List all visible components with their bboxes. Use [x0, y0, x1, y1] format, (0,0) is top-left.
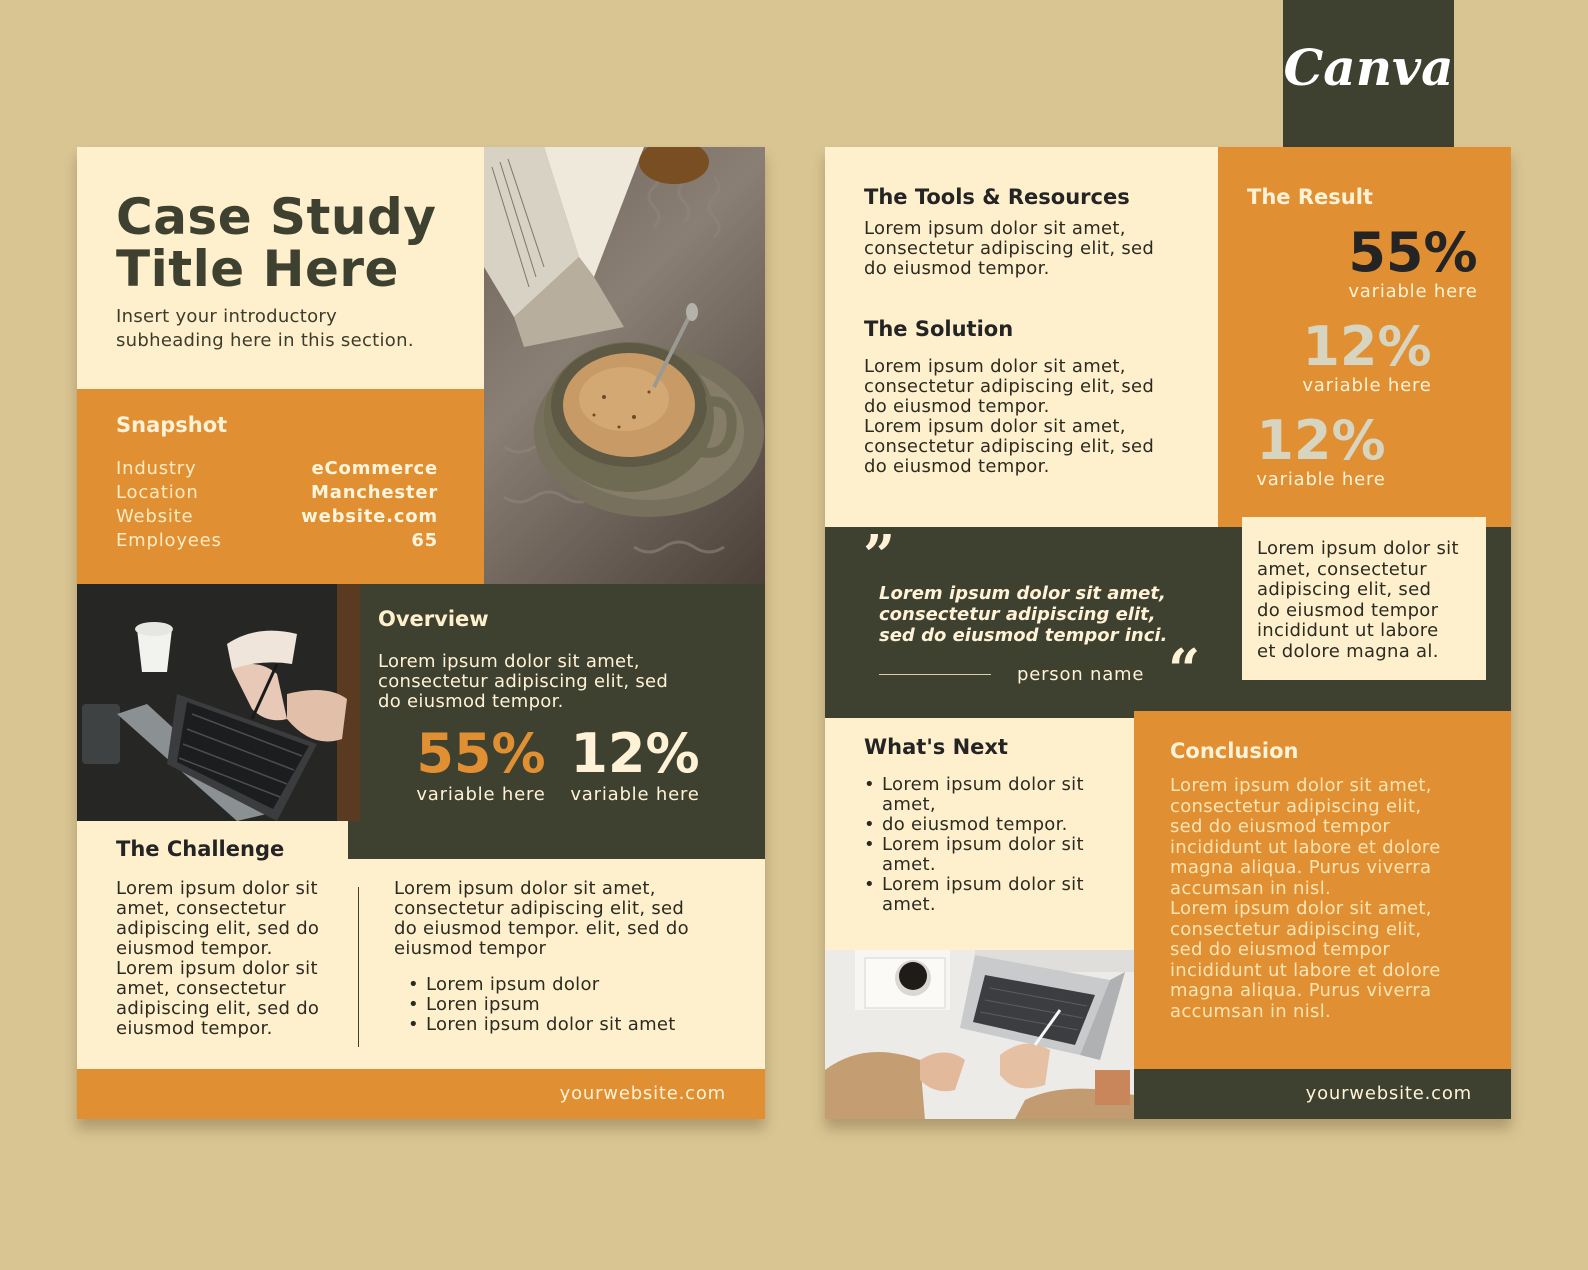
conclusion-text: Lorem ipsum dolor sit amet, consectetur adipiscing elit, sed do eiusmod tempor incididunt ut labore et dolore magna aliqua. Purus viverra accumsan in nisl. Lorem ipsum dolor sit amet, consectetur adipiscing elit, sed do eiusmod tempor incididunt ut labore et dolore magna aliqua. Purus viverra accumsan in nisl. — [1170, 775, 1441, 1022]
list-item: • Loren ipsum — [408, 995, 676, 1015]
list-item: • Lorem ipsum dolor — [408, 975, 676, 995]
side-text-box — [1242, 517, 1486, 680]
conclusion-heading: Conclusion — [1170, 739, 1299, 763]
challenge-heading: The Challenge — [116, 837, 285, 861]
challenge-divider — [358, 887, 359, 1047]
solution-text: Lorem ipsum dolor sit amet, consectetur adipiscing elit, sed do eiusmod tempor. Lorem ipsum dolor sit amet, consectetur adipiscing elit, sed do eiusmod tempor. — [864, 356, 1155, 477]
quote-text: Lorem ipsum dolor sit amet, consectetur adipiscing elit, sed do eiusmod tempor inci. — [879, 583, 1168, 646]
snapshot-row: Industry eCommerce — [116, 458, 438, 479]
canva-logo: Canva — [1283, 38, 1454, 97]
snapshot-row: Location Manchester — [116, 482, 438, 503]
snapshot-row: Employees 65 — [116, 530, 438, 551]
overview-stat-2: 12% variable here — [570, 722, 700, 805]
list-item: • Lorem ipsum dolor sit amet. — [864, 835, 1124, 875]
page1-footer — [77, 1069, 765, 1119]
result-stat-3: 12% variable here — [1256, 409, 1386, 490]
quote-person-name: person name — [1017, 664, 1145, 685]
whats-next-list — [864, 775, 1124, 915]
list-item: • Loren ipsum dolor sit amet — [408, 1015, 676, 1035]
laptop-desk-illustration — [825, 950, 1134, 1119]
list-item: • Lorem ipsum dolor sit amet, — [864, 775, 1124, 815]
footer-website-link[interactable]: yourwebsite.com — [1305, 1083, 1472, 1104]
close-quote-icon: “ — [1168, 637, 1201, 703]
footer-website-link[interactable]: yourwebsite.com — [559, 1083, 726, 1104]
snapshot-row: Website website.com — [116, 506, 438, 527]
open-quote-icon: ” — [863, 523, 896, 589]
result-stat-1: 55% variable here — [1348, 221, 1478, 302]
title-line-1: Case Study — [116, 188, 437, 246]
snapshot-table — [116, 458, 438, 554]
canva-logo-tab — [1283, 0, 1454, 147]
list-item: • Lorem ipsum dolor sit amet. — [864, 875, 1124, 915]
tools-text: Lorem ipsum dolor sit amet, consectetur adipiscing elit, sed do eiusmod tempor. — [864, 218, 1155, 279]
overview-text: Lorem ipsum dolor sit amet, consectetur adipiscing elit, sed do eiusmod tempor. — [378, 651, 669, 712]
title-line-2: Title Here — [116, 240, 399, 298]
solution-heading: The Solution — [864, 317, 1014, 341]
tools-heading: The Tools & Resources — [864, 185, 1130, 209]
coffee-cup-illustration — [484, 147, 765, 584]
quote-rule — [879, 674, 991, 675]
challenge-right-text: Lorem ipsum dolor sit amet, consectetur adipiscing elit, sed do eiusmod tempor. elit, sed do eiusmod tempor — [394, 878, 689, 959]
case-study-page-2 — [825, 147, 1511, 1119]
challenge-left-text: Lorem ipsum dolor sit amet, consectetur adipiscing elit, sed do eiusmod tempor. Lorem ipsum dolor sit amet, consectetur adipiscing elit, sed do eiusmod tempor. — [116, 878, 320, 1039]
intro-subheading: Insert your introductory subheading here in this section. — [116, 306, 414, 351]
list-item: • do eiusmod tempor. — [864, 815, 1124, 835]
snapshot-heading: Snapshot — [116, 413, 228, 437]
case-study-page-1 — [77, 147, 765, 1119]
overview-heading: Overview — [378, 607, 489, 631]
side-text: Lorem ipsum dolor sit amet, consectetur adipiscing elit, sed do eiusmod tempor incididunt ut labore et dolore magna al. — [1257, 538, 1459, 662]
snapshot-panel — [77, 389, 484, 584]
result-stat-2: 12% variable here — [1302, 315, 1432, 396]
overview-stat-1: 55% variable here — [416, 722, 546, 805]
coffee-book-photo — [484, 147, 765, 584]
result-panel — [1218, 147, 1511, 527]
conclusion-panel — [1134, 711, 1511, 1069]
page-title — [116, 188, 437, 298]
result-heading: The Result — [1247, 185, 1373, 209]
overview-panel — [360, 584, 765, 821]
laptop-desk-photo — [825, 950, 1134, 1119]
page2-footer — [1134, 1069, 1511, 1119]
overview-panel-notch — [348, 821, 765, 859]
whats-next-heading: What's Next — [864, 735, 1008, 759]
title-block — [77, 147, 484, 389]
tablet-keyboard-photo — [77, 584, 360, 821]
challenge-bullet-list — [408, 975, 676, 1035]
tablet-keyboard-illustration — [77, 584, 360, 821]
